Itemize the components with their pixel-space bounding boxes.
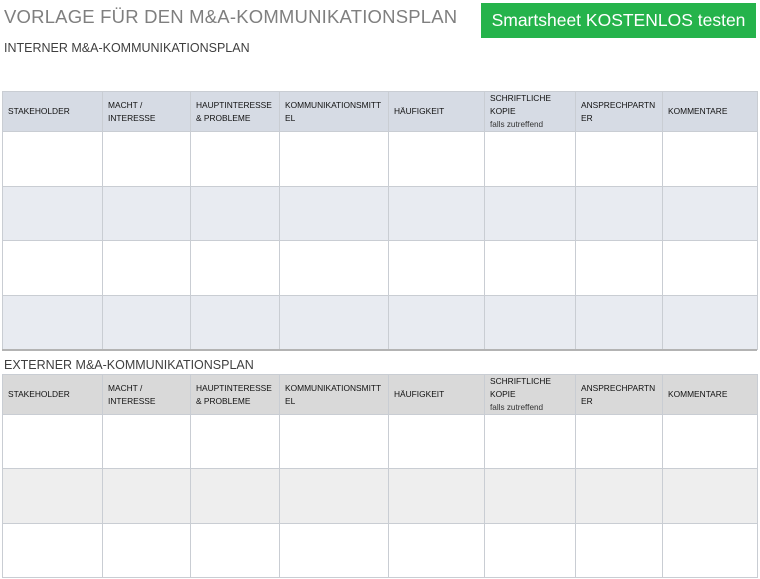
table-cell[interactable] bbox=[191, 241, 280, 296]
column-header-stakeholder: STAKEHOLDER bbox=[3, 375, 103, 415]
table-header-row bbox=[3, 92, 758, 132]
table-cell[interactable] bbox=[191, 469, 280, 524]
table-cell[interactable] bbox=[3, 241, 103, 296]
table-cell[interactable] bbox=[389, 524, 485, 578]
table-cell[interactable] bbox=[576, 469, 663, 524]
table-cell[interactable] bbox=[191, 415, 280, 469]
table-row bbox=[3, 241, 758, 296]
table-cell[interactable] bbox=[485, 132, 576, 187]
table-cell[interactable] bbox=[663, 132, 758, 187]
table-cell[interactable] bbox=[485, 469, 576, 524]
table-row bbox=[3, 415, 758, 469]
kopie-note: falls zutreffend bbox=[490, 120, 544, 129]
table-cell[interactable] bbox=[663, 469, 758, 524]
table-cell[interactable] bbox=[663, 187, 758, 241]
table-row bbox=[3, 524, 758, 578]
page-title: VORLAGE FÜR DEN M&A-KOMMUNIKATIONSPLAN bbox=[4, 6, 458, 27]
table-cell[interactable] bbox=[280, 187, 389, 241]
table-cell[interactable] bbox=[191, 524, 280, 578]
column-header-hauptinteresse: HAUPTINTERESSE & PROBLEME bbox=[191, 375, 280, 415]
table-cell[interactable] bbox=[576, 187, 663, 241]
table-cell[interactable] bbox=[191, 132, 280, 187]
external-plan-table bbox=[2, 374, 758, 578]
table-cell[interactable] bbox=[103, 415, 191, 469]
table-cell[interactable] bbox=[103, 469, 191, 524]
column-header-schriftliche-kopie bbox=[485, 375, 576, 415]
table-cell[interactable] bbox=[191, 296, 280, 350]
table-cell[interactable] bbox=[191, 187, 280, 241]
table-cell[interactable] bbox=[576, 524, 663, 578]
table-cell[interactable] bbox=[576, 241, 663, 296]
column-header-kommentare: KOMMENTARE bbox=[663, 92, 758, 132]
table-cell[interactable] bbox=[103, 241, 191, 296]
column-header-macht-interesse: MACHT / INTERESSE bbox=[103, 92, 191, 132]
table-cell[interactable] bbox=[389, 415, 485, 469]
table-cell[interactable] bbox=[389, 187, 485, 241]
table-row bbox=[3, 187, 758, 241]
table-cell[interactable] bbox=[3, 132, 103, 187]
table-cell[interactable] bbox=[280, 469, 389, 524]
table-cell[interactable] bbox=[280, 415, 389, 469]
column-header-kommentare: KOMMENTARE bbox=[663, 375, 758, 415]
column-header-haeufigkeit: HÄUFIGKEIT bbox=[389, 92, 485, 132]
table-cell[interactable] bbox=[576, 132, 663, 187]
column-header-kommunikationsmittel: KOMMUNIKATIONSMITT EL bbox=[280, 375, 389, 415]
column-header-ansprechpartner: ANSPRECHPARTN ER bbox=[576, 92, 663, 132]
table-cell[interactable] bbox=[3, 187, 103, 241]
table-cell[interactable] bbox=[103, 132, 191, 187]
column-header-schriftliche-kopie bbox=[485, 92, 576, 132]
table-row bbox=[3, 132, 758, 187]
table-cell[interactable] bbox=[280, 132, 389, 187]
kopie-note: falls zutreffend bbox=[490, 403, 544, 412]
table-cell[interactable] bbox=[3, 524, 103, 578]
table-cell[interactable] bbox=[485, 241, 576, 296]
table-cell[interactable] bbox=[485, 415, 576, 469]
table-cell[interactable] bbox=[3, 469, 103, 524]
table-cell[interactable] bbox=[280, 241, 389, 296]
table-cell[interactable] bbox=[3, 415, 103, 469]
table-cell[interactable] bbox=[663, 524, 758, 578]
table-cell[interactable] bbox=[663, 296, 758, 350]
column-header-macht-interesse: MACHT / INTERESSE bbox=[103, 375, 191, 415]
table-cell[interactable] bbox=[389, 296, 485, 350]
table-header-row bbox=[3, 375, 758, 415]
table-cell[interactable] bbox=[103, 296, 191, 350]
table-cell[interactable] bbox=[576, 296, 663, 350]
kopie-label: SCHRIFTLICHE KOPIE bbox=[490, 376, 551, 399]
smartsheet-cta-button[interactable]: Smartsheet KOSTENLOS testen bbox=[481, 3, 756, 38]
table-cell[interactable] bbox=[485, 524, 576, 578]
table-cell[interactable] bbox=[103, 524, 191, 578]
table-cell[interactable] bbox=[663, 241, 758, 296]
column-header-kommunikationsmittel: KOMMUNIKATIONSMITT EL bbox=[280, 92, 389, 132]
table-cell[interactable] bbox=[280, 524, 389, 578]
kopie-label: SCHRIFTLICHE KOPIE bbox=[490, 93, 551, 116]
table-cell[interactable] bbox=[280, 296, 389, 350]
table-cell[interactable] bbox=[389, 132, 485, 187]
table-cell[interactable] bbox=[389, 241, 485, 296]
internal-section-title: INTERNER M&A-KOMMUNIKATIONSPLAN bbox=[4, 41, 250, 55]
column-header-haeufigkeit: HÄUFIGKEIT bbox=[389, 375, 485, 415]
table-cell[interactable] bbox=[389, 469, 485, 524]
table-cell[interactable] bbox=[103, 187, 191, 241]
external-section-title: EXTERNER M&A-KOMMUNIKATIONSPLAN bbox=[4, 358, 254, 372]
table-cell[interactable] bbox=[485, 296, 576, 350]
table-row bbox=[3, 469, 758, 524]
table-cell[interactable] bbox=[576, 415, 663, 469]
section-divider bbox=[2, 349, 757, 351]
column-header-stakeholder: STAKEHOLDER bbox=[3, 92, 103, 132]
column-header-hauptinteresse: HAUPTINTERESSE & PROBLEME bbox=[191, 92, 280, 132]
table-cell[interactable] bbox=[485, 187, 576, 241]
table-row bbox=[3, 296, 758, 350]
internal-plan-table bbox=[2, 91, 758, 350]
table-cell[interactable] bbox=[663, 415, 758, 469]
column-header-ansprechpartner: ANSPRECHPARTN ER bbox=[576, 375, 663, 415]
table-cell[interactable] bbox=[3, 296, 103, 350]
